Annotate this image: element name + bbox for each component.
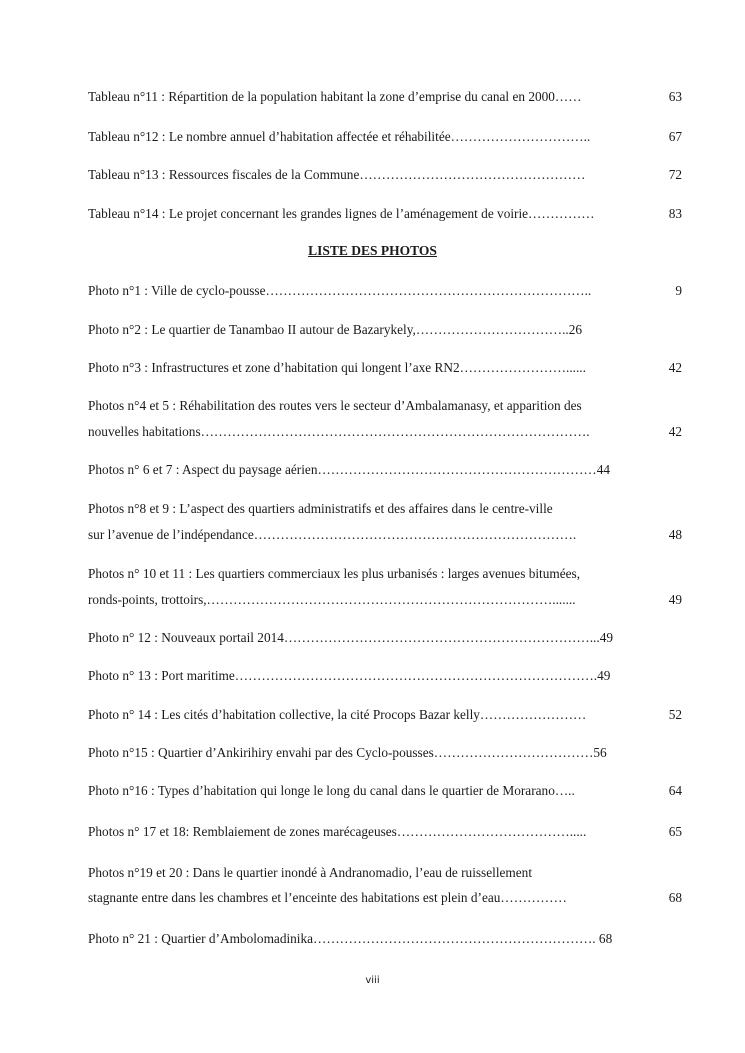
toc-entry-photo-17-18 — [88, 819, 682, 845]
toc-entry-photo-21 — [88, 926, 682, 952]
toc-page-number: 52 — [669, 702, 682, 728]
toc-entry-photo-10-11-line1 — [88, 561, 682, 587]
toc-entry-text: Photo n°1 : Ville de cyclo-pousse……………………………………………………………….. — [88, 283, 592, 298]
toc-page-number: 68 — [669, 885, 682, 911]
toc-entry-photo-6-7 — [88, 457, 682, 483]
toc-entry-text: Tableau n°12 : Le nombre annuel d’habitation affectée et réhabilitée………………………….. — [88, 129, 591, 144]
toc-entry-table-12 — [88, 124, 682, 150]
toc-page-number: 67 — [669, 124, 682, 150]
section-heading: LISTE DES PHOTOS — [308, 243, 437, 258]
toc-entry-text: nouvelles habitations……………………………………………………………………………. — [88, 424, 590, 439]
toc-entry-text: sur l’avenue de l’indépendance………………………………………………………………. — [88, 527, 577, 542]
toc-entry-photo-8-9-line2 — [88, 522, 682, 548]
toc-entry-photo-3 — [88, 355, 682, 381]
toc-page-number: 63 — [669, 84, 682, 110]
toc-entry-text: Photo n°16 : Types d’habitation qui longe le long du canal dans le quartier de Morarano….. — [88, 783, 575, 798]
toc-entry-text: Photo n° 21 : Quartier d’Ambolomadinika………………………………………………………. 68 — [88, 931, 613, 946]
toc-entry-text: Photos n°19 et 20 : Dans le quartier inondé à Andranomadio, l’eau de ruissellement — [88, 865, 533, 880]
toc-entry-text: Photo n°3 : Infrastructures et zone d’habitation qui longent l’axe RN2……………………...... — [88, 360, 586, 375]
toc-entry-text: Photo n° 13 : Port maritime……………………………………………………………………….49 — [88, 668, 611, 683]
toc-entry-text: Photos n° 10 et 11 : Les quartiers commerciaux les plus urbanisés : larges avenues bitumées, — [88, 566, 581, 581]
toc-page-number: 72 — [669, 162, 682, 188]
toc-entry-text: Tableau n°13 : Ressources fiscales de la Commune…………………………………………… — [88, 167, 586, 182]
toc-entry-photo-16 — [88, 778, 682, 804]
toc-page-number: 9 — [675, 278, 682, 304]
toc-entry-text: Photo n°2 : Le quartier de Tanambao II autour de Bazarykely,……………………………..26 — [88, 322, 583, 337]
toc-entry-photo-10-11-line2 — [88, 587, 682, 613]
toc-page-number: 83 — [669, 201, 682, 227]
toc-entry-text: Photo n° 14 : Les cités d’habitation collective, la cité Procops Bazar kelly…………………… — [88, 707, 587, 722]
toc-entry-photo-15 — [88, 740, 682, 766]
toc-entry-photo-8-9-line1 — [88, 496, 682, 522]
toc-entry-text: Tableau n°11 : Répartition de la population habitant la zone d’emprise du canal en 2000…… — [88, 89, 582, 104]
toc-page-number: 65 — [669, 819, 682, 845]
toc-entry-photo-12 — [88, 625, 682, 651]
toc-entry-photo-19-20-line2 — [88, 885, 682, 911]
toc-page-number: 42 — [669, 355, 682, 381]
toc-entry-photo-19-20-line1 — [88, 860, 682, 886]
toc-entry-photo-14 — [88, 702, 682, 728]
toc-entry-photo-4-5-line1 — [88, 393, 682, 419]
toc-page-number: 64 — [669, 778, 682, 804]
toc-page-number: 42 — [669, 419, 682, 445]
toc-entry-photo-2 — [88, 317, 682, 343]
toc-entry-text: ronds-points, trottoirs,……………………………………………………………………....... — [88, 592, 576, 607]
toc-entry-photo-1 — [88, 278, 682, 304]
toc-entry-table-14 — [88, 201, 682, 227]
toc-entry-text: stagnante entre dans les chambres et l’enceinte des habitations est plein d’eau…………… — [88, 890, 567, 905]
page-footer-number: viii — [365, 975, 380, 986]
toc-entry-photo-13 — [88, 663, 682, 689]
toc-entry-photo-4-5-line2 — [88, 419, 682, 445]
toc-entry-table-13 — [88, 162, 682, 188]
toc-entry-text: Photo n° 12 : Nouveaux portail 2014……………………………………………………………...49 — [88, 630, 613, 645]
toc-entry-text: Photos n°8 et 9 : L’aspect des quartiers administratifs et des affaires dans le centre-ville — [88, 501, 553, 516]
toc-entry-text: Tableau n°14 : Le projet concernant les grandes lignes de l’aménagement de voirie…………… — [88, 206, 595, 221]
toc-page-number: 48 — [669, 522, 682, 548]
toc-entry-text: Photo n°15 : Quartier d’Ankirihiry envahi par des Cyclo-pousses………………………………56 — [88, 745, 607, 760]
toc-page-number: 49 — [669, 587, 682, 613]
toc-entry-text: Photos n° 6 et 7 : Aspect du paysage aérien………………………………………………………44 — [88, 462, 610, 477]
toc-entry-table-11 — [88, 84, 682, 110]
toc-entry-text: Photos n° 17 et 18: Remblaiement de zones marécageuses…………………………………..... — [88, 824, 587, 839]
toc-entry-text: Photos n°4 et 5 : Réhabilitation des routes vers le secteur d’Ambalamanasy, et apparition des — [88, 398, 582, 413]
